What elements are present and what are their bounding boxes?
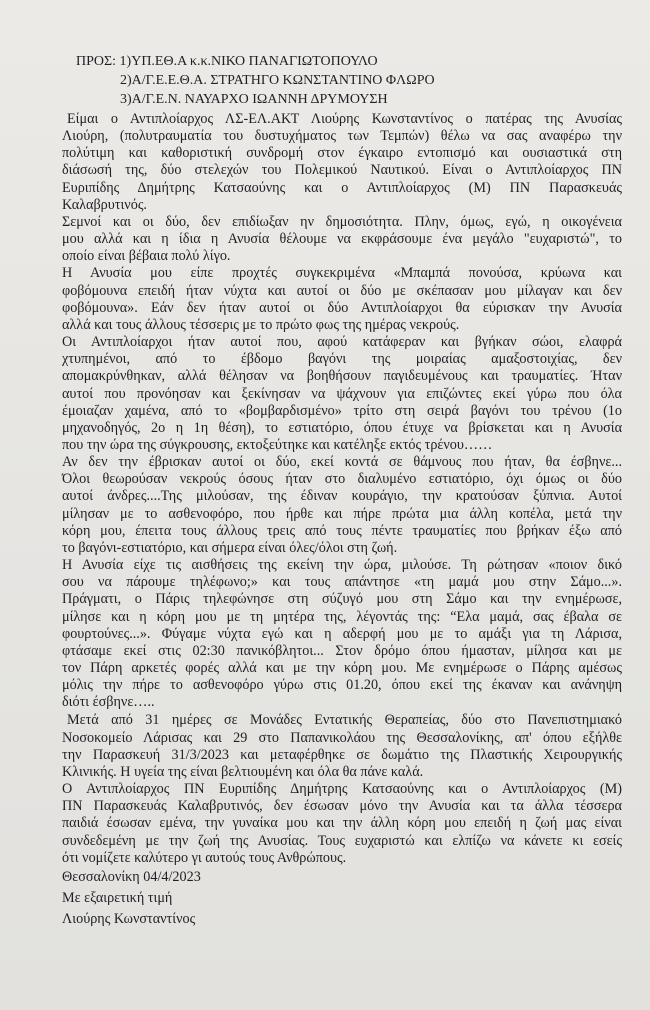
body-text-line: ΠΝ Παρασκευάς Καλαβρυτινός, δεν έσωσαν μόνο την Ανυσία και τα άλλα τέσσερα	[62, 798, 622, 815]
body-text-line: Λιούρη, (πολυτραυματία του δυστυχήματος των Τεμπών) θέλω να σας αναφέρω την	[62, 128, 622, 145]
body-text-line: φουρτούνες...». Φύγαμε νύχτα εγώ και η αδερφή μου με το αμάξι για τη Λάρισα,	[62, 625, 622, 642]
body-text-line: μίλησε και η κόρη μου με τη μητέρα της, λέγοντάς της: “Ελα μαμά, σας έβαλα σε	[62, 608, 622, 625]
body-text-line: διάσωσή της, δύο στελεχών του Πολεμικού Ναυτικού. Είναι ο Αντιπλοίαρχος ΠΝ	[62, 162, 622, 179]
recipient-line-1: ΠΡΟΣ: 1)ΥΠ.ΕΘ.Α κ.κ.ΝΙΚΟ ΠΑΝΑΓΙΩΤΟΠΟΥΛΟ	[76, 54, 378, 69]
body-text-line: Η Ανυσία μου είπε προχτές συγκεκριμένα «Μπαμπά πονούσα, κρύωνα και	[62, 265, 622, 282]
body-text-line: Η Ανυσία είχε τις αισθήσεις της εκείνη την ώρα, μιλούσε. Τη ρώτησαν «ποιον δικό	[62, 557, 622, 574]
body-text-line: το βαγόνι-εστιατόριο, και σήμερα είναι όλες/όλοι στη ζωή.	[62, 539, 398, 556]
body-text-line: μηχανοδηγός, 2ο η 1η θέση), το εστιατόριο, όπου έτυχε να βρίσκεται και η Ανυσία	[62, 419, 622, 436]
signature-name: Λιούρης Κωνσταντίνος	[62, 910, 196, 927]
body-text-line: έμοιαζαν χαμένα, από το «βομβαρδισμένο» τρίτο στη σειρά βαγόνι του τρένου (1ο	[62, 402, 622, 419]
body-text-line: Οι Αντιπλοίαρχοι ήταν αυτοί που, αφού κατάφεραν και βγήκαν σώοι, ελαφρά	[62, 334, 622, 351]
body-text-line: Αν δεν την έβρισκαν αυτοί οι δύο, εκεί κοντά σε θάμνους που ήταν, θα έσβηνε...	[62, 454, 622, 471]
body-text-line: οποίο είναι βέβαια πολύ λίγο.	[62, 248, 231, 265]
body-text-line: Ευριπίδης Δημήτρης Κατσαούνης και ο Αντιπλοίαρχος (Μ) ΠΝ Παρασκευάς	[62, 179, 622, 196]
body-text-line: την Παρασκευή 31/3/2023 και μεταφέρθηκε σε δωμάτιο της Πλαστικής Χειρουργικής	[62, 746, 622, 763]
body-text-line: που την ώρα της σύγκρουσης, εκτοξεύτηκε και κατέληξε εκτός τρένου……	[62, 436, 493, 453]
body-text-line: ότι νομίζετε καλύτερο γι αυτούς τους Ανθρώπους.	[62, 849, 347, 866]
body-text-line: Πράγματι, ο Πάρις τηλεφώνησε στη σύζυγό μου στη Σάμο και την ενημέρωσε,	[62, 591, 622, 608]
closing-regards: Με εξαιρετική τιμή	[62, 889, 173, 906]
body-text-line: διότι έσβηνε…..	[62, 694, 155, 711]
body-text-line: Είμαι ο Αντιπλοίαρχος ΛΣ-ΕΛ.ΑΚΤ Λιούρης Κωνσταντίνος ο πατέρας της Ανυσίας	[67, 111, 622, 127]
body-text-line: αυτοί άνδρες....Της μιλούσαν, της έδιναν κουράγιο, την κρατούσαν ξύπνια. Αυτοί	[62, 488, 622, 505]
body-text-line: αλλά και τους άλλους τέσσερις με το πρώτο φως της ημέρας νεκρούς.	[62, 316, 460, 333]
recipient-line-2: 2)Α/Γ.Ε.Ε.Θ.Α. ΣΤΡΑΤΗΓΟ ΚΩΝΣΤΑΝΤΙΝΟ ΦΛΩΡΟ	[120, 73, 435, 88]
body-text-line: κόρη μου, έπειτα τους άλλους τρεις από τους πέντε τραυματίες που βρήκαν έξω από	[62, 522, 622, 539]
body-text-line: πολύτιμη και καθοριστική συνδρομή στον έγκαιρο εντοπισμό και ουσιαστικά στη	[62, 145, 622, 162]
body-text-line: αυτοί που προνόησαν και ξεκίνησαν να ψάχνουν για επιζώντες εκεί γύρω που όλα	[62, 385, 622, 402]
body-text-line: Σεμνοί και οι δύο, δεν επιδίωξαν ην δημοσιότητα. Πλην, όμως, εγώ, η οικογένεια	[62, 213, 622, 230]
body-text-line: Κλινικής. Η υγεία της είναι βελτιουμένη και όλα θα πάνε καλά.	[62, 763, 424, 780]
body-text-line: συνδεδεμένη με την ζωή της Ανυσίας. Τους ευχαριστώ και ελπίζω να κάνετε κι εσείς	[62, 832, 622, 849]
body-text-line: Ο Αντιπλοίαρχος ΠΝ Ευριπίδης Δημήτρης Κατσαούνης και ο Αντιπλοίαρχος (Μ)	[62, 781, 622, 798]
body-text-line: τον Πάρη αρκετές φορές αλλά και με την κόρη μου. Με ενημέρωσε ο Πάρης αμέσως	[62, 660, 622, 676]
body-text-line: απομακρύνθηκαν, αλλά θέλησαν να βοηθήσουν παγιδευμένους και τραυματίες. Ήταν	[62, 368, 622, 385]
body-text-line: Μετά από 31 ημέρες σε Μονάδες Εντατικής Θεραπείας, δύο στο Πανεπιστημιακό	[67, 712, 622, 729]
body-text-line: μίλησαν με το ασθενοφόρο, που ήρθε και πήρε πρώτα μια άλλη κοπέλα, μετά την	[62, 505, 622, 522]
body-text-line: μου αλλά και η ίδια η Ανυσία θέλουμε να εκφράσουμε ένα μεγάλο "ευχαριστώ", το	[62, 231, 622, 248]
body-text-line: φοβόμουνα επειδή ήταν νύχτα και αυτοί οι δύο με σκέπασαν μου μίλαγαν και δεν	[62, 282, 622, 299]
place-date: Θεσσαλονίκη 04/4/2023	[62, 868, 201, 885]
letter-body	[62, 111, 622, 867]
body-text-line: Καλαβρυτινός.	[62, 196, 147, 213]
body-text-line: σου να πάρουμε τηλέφωνο;» και τους απάντησε «τη μαμά μου στην Σάμο...».	[62, 574, 622, 591]
body-text-line: Όλοι θεωρούσαν νεκρούς όσους ήταν στο διαλυμένο εστιατόριο, όχι όμως οι δύο	[62, 471, 622, 488]
body-text-line: φτάσαμε εκεί στις 02:30 πανικόβλητοι... Στον δρόμο όπου ήμασταν, μίλησα και με	[62, 642, 622, 659]
body-text-line: μόλις την πήρε το ασθενοφόρο γύρω στις 01.20, όπου εκεί της έκαναν και ανάνηψη	[62, 677, 622, 694]
body-text-line: χτυπημένοι, από το έβδομο βαγόνι της μοιραίας αμαξοστοιχίας, δεν	[62, 351, 622, 368]
body-text-line: φοβόμουνα». Εάν δεν ήταν αυτοί οι δύο Αντιπλοίαρχοι θα εύρισκαν την Ανυσία	[62, 299, 622, 316]
recipient-line-3: 3)Α/Γ.Ε.Ν. ΝΑΥΑΡΧΟ ΙΩΑΝΝΗ ΔΡΥΜΟΥΣΗ	[120, 92, 388, 107]
body-text-line: Νοσοκομείο Λάρισας και 29 στο Παπανικολάου της Θεσσαλονίκης, απ' όπου εξήλθε	[62, 729, 622, 746]
body-text-line: παιδιά έσωσαν εμένα, την γυναίκα μου και την άλλη κόρη μου επειδή η ζωή μας είναι	[62, 815, 622, 832]
